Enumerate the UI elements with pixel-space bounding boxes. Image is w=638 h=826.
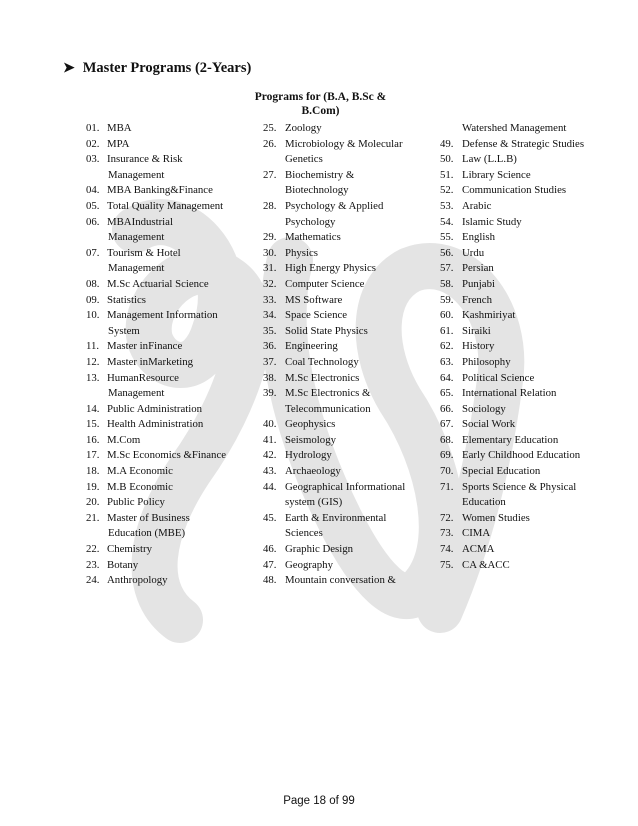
program-list-item xyxy=(440,417,620,433)
program-number: 28. xyxy=(263,199,277,212)
program-name: Defense & Strategic Studies xyxy=(462,137,585,150)
program-name: Physics xyxy=(285,246,318,259)
program-list-item xyxy=(440,480,620,496)
program-number: 64. xyxy=(440,371,454,384)
program-list-item xyxy=(263,417,438,433)
program-number: 51. xyxy=(440,168,454,181)
program-column-1 xyxy=(86,121,256,589)
program-name: Special Education xyxy=(462,465,541,478)
program-list-item xyxy=(440,371,620,387)
program-list-item xyxy=(86,121,256,137)
program-list-item xyxy=(263,215,438,231)
program-list-item xyxy=(86,495,256,511)
program-list-item xyxy=(440,324,620,340)
program-number: 41. xyxy=(263,433,277,446)
program-list-item xyxy=(440,215,620,231)
program-list-item xyxy=(263,542,438,558)
program-list-item xyxy=(86,386,256,402)
program-name: Management xyxy=(108,387,165,400)
program-list-item xyxy=(86,402,256,418)
program-number: 59. xyxy=(440,293,454,306)
program-number: 67. xyxy=(440,418,454,431)
program-name: system (GIS) xyxy=(285,496,343,509)
program-name: Biotechnology xyxy=(285,184,349,197)
program-number: 14. xyxy=(86,402,100,415)
program-name: Chemistry xyxy=(107,543,152,556)
program-number: 11. xyxy=(86,340,100,353)
program-list-item xyxy=(440,277,620,293)
program-number: 21. xyxy=(86,511,100,524)
program-list-item xyxy=(86,261,256,277)
program-number: 17. xyxy=(86,449,100,462)
program-name: M.A Economic xyxy=(107,465,173,478)
program-number: 54. xyxy=(440,215,454,228)
program-list-item xyxy=(263,277,438,293)
program-list-item xyxy=(86,230,256,246)
program-number: 05. xyxy=(86,199,100,212)
program-list-item xyxy=(440,464,620,480)
program-name: Psychology & Applied xyxy=(285,199,384,212)
page-number: Page 18 of 99 xyxy=(283,795,355,807)
program-list-item xyxy=(263,402,438,418)
program-name: High Energy Physics xyxy=(285,262,376,275)
program-number: 69. xyxy=(440,449,454,462)
program-number: 03. xyxy=(86,153,100,166)
program-list-item xyxy=(440,246,620,262)
program-list-item xyxy=(440,261,620,277)
program-number: 60. xyxy=(440,309,454,322)
program-number: 13. xyxy=(86,371,100,384)
program-list-item xyxy=(440,433,620,449)
program-number: 34. xyxy=(263,309,277,322)
program-name: Public Administration xyxy=(107,402,203,415)
program-name: Microbiology & Molecular xyxy=(285,137,403,150)
programs-subheading: Programs for (B.A, B.Sc & B.Com) xyxy=(254,91,387,117)
program-number: 18. xyxy=(86,465,100,478)
program-name: Kashmiriyat xyxy=(462,309,516,322)
program-list-item xyxy=(440,152,620,168)
program-name: M.B Economic xyxy=(107,480,173,493)
program-list-item xyxy=(440,402,620,418)
program-number: 68. xyxy=(440,433,454,446)
program-name: Telecommunication xyxy=(285,402,371,415)
program-name: Graphic Design xyxy=(285,543,354,556)
program-number: 45. xyxy=(263,511,277,524)
program-list-item xyxy=(263,183,438,199)
program-name: CA &ACC xyxy=(462,558,510,571)
program-number: 37. xyxy=(263,355,277,368)
program-name: Public Policy xyxy=(107,496,165,509)
program-list-item xyxy=(440,526,620,542)
program-number: 48. xyxy=(263,574,277,587)
program-list-item xyxy=(263,480,438,496)
program-number: 65. xyxy=(440,387,454,400)
program-list-item xyxy=(86,448,256,464)
program-number: 62. xyxy=(440,340,454,353)
program-name: Biochemistry & xyxy=(285,168,355,181)
program-list-item xyxy=(440,495,620,511)
program-list-item xyxy=(263,355,438,371)
program-list-item xyxy=(440,448,620,464)
program-name: Management Information xyxy=(107,309,218,322)
program-number: 44. xyxy=(263,480,277,493)
program-list-item xyxy=(263,464,438,480)
program-list-item xyxy=(86,371,256,387)
program-name: Library Science xyxy=(462,168,531,181)
program-name: Statistics xyxy=(107,293,146,306)
program-number: 53. xyxy=(440,199,454,212)
program-name: Genetics xyxy=(285,153,323,166)
program-number: 72. xyxy=(440,511,454,524)
program-number: 39. xyxy=(263,387,277,400)
program-list-item xyxy=(86,433,256,449)
program-name: Education (MBE) xyxy=(108,527,186,540)
program-number: 12. xyxy=(86,355,100,368)
program-list-item xyxy=(263,137,438,153)
program-number: 42. xyxy=(263,449,277,462)
program-number: 04. xyxy=(86,184,100,197)
program-list-item xyxy=(86,558,256,574)
program-number: 16. xyxy=(86,433,100,446)
program-name: Anthropology xyxy=(107,574,168,587)
program-number: 22. xyxy=(86,543,100,556)
program-list-item xyxy=(263,230,438,246)
program-list-item xyxy=(263,261,438,277)
program-list-item xyxy=(86,168,256,184)
program-name: Persian xyxy=(462,262,494,275)
program-name: Law (L.L.B) xyxy=(462,153,517,166)
program-name: M.Com xyxy=(107,433,141,446)
program-list-item xyxy=(86,526,256,542)
program-number: 52. xyxy=(440,184,454,197)
program-name: French xyxy=(462,293,492,306)
program-name: Computer Science xyxy=(285,277,365,290)
program-list-item xyxy=(440,511,620,527)
program-name: CIMA xyxy=(462,527,491,540)
program-number: 02. xyxy=(86,137,100,150)
program-name: Sports Science & Physical xyxy=(462,480,577,493)
program-number: 32. xyxy=(263,277,277,290)
program-number: 27. xyxy=(263,168,277,181)
program-list-item xyxy=(263,433,438,449)
program-column-3 xyxy=(440,121,620,573)
program-list-item xyxy=(440,121,620,137)
program-name: Political Science xyxy=(462,371,535,384)
program-name: Archaeology xyxy=(285,465,341,478)
program-number: 75. xyxy=(440,558,454,571)
program-list-item xyxy=(440,386,620,402)
program-name: Psychology xyxy=(285,215,336,228)
program-list-item xyxy=(263,199,438,215)
program-name: Watershed Management xyxy=(462,122,567,134)
program-name: Arabic xyxy=(462,199,492,212)
program-name: History xyxy=(462,340,495,353)
program-number: 01. xyxy=(86,122,100,134)
program-list-item xyxy=(440,558,620,574)
program-list-item xyxy=(86,542,256,558)
program-name: Communication Studies xyxy=(462,184,567,197)
program-name: Geography xyxy=(285,558,333,571)
program-number: 15. xyxy=(86,418,100,431)
program-list-item xyxy=(263,168,438,184)
program-name: MBAIndustrial xyxy=(107,215,173,228)
program-list-item xyxy=(263,246,438,262)
program-list-item xyxy=(86,277,256,293)
program-number: 20. xyxy=(86,496,100,509)
program-name: Management xyxy=(108,262,165,275)
program-name: ACMA xyxy=(462,543,495,556)
program-name: Siraiki xyxy=(462,324,491,337)
program-name: Seismology xyxy=(285,433,336,446)
program-number: 29. xyxy=(263,231,277,244)
program-name: Sociology xyxy=(462,402,506,415)
program-list-item xyxy=(263,308,438,324)
program-list-item xyxy=(263,293,438,309)
program-name: Coal Technology xyxy=(285,355,359,368)
section-heading-text: Master Programs (2-Years) xyxy=(82,60,252,76)
program-number: 23. xyxy=(86,558,100,571)
program-number: 24. xyxy=(86,574,100,587)
program-name: Mountain conversation & xyxy=(285,574,396,587)
program-number: 74. xyxy=(440,543,454,556)
program-name: Geophysics xyxy=(285,418,336,431)
program-name: Urdu xyxy=(462,246,485,259)
program-list-item xyxy=(263,152,438,168)
program-list-item xyxy=(263,324,438,340)
program-name: MPA xyxy=(107,137,130,150)
program-list-item xyxy=(440,137,620,153)
program-list-item xyxy=(86,199,256,215)
program-number: 08. xyxy=(86,277,100,290)
program-list-item xyxy=(86,417,256,433)
program-number: 40. xyxy=(263,418,277,431)
program-name: Hydrology xyxy=(285,449,332,462)
program-number: 56. xyxy=(440,246,454,259)
program-number: 35. xyxy=(263,324,277,337)
program-number: 36. xyxy=(263,340,277,353)
program-number: 57. xyxy=(440,262,454,275)
program-name: Total Quality Management xyxy=(107,199,224,212)
program-number: 47. xyxy=(263,558,277,571)
program-name: M.Sc Actuarial Science xyxy=(107,277,209,290)
program-list-item xyxy=(440,355,620,371)
program-list-item xyxy=(263,558,438,574)
program-list-item xyxy=(86,152,256,168)
program-list-item xyxy=(263,448,438,464)
program-list-item xyxy=(263,371,438,387)
program-number: 30. xyxy=(263,246,277,259)
program-list-item xyxy=(86,511,256,527)
program-name: Management xyxy=(108,168,165,181)
program-list-item xyxy=(440,293,620,309)
program-list-item xyxy=(86,339,256,355)
program-number: 70. xyxy=(440,465,454,478)
program-name: Geographical Informational xyxy=(285,480,406,493)
program-name: MBA Banking&Finance xyxy=(107,184,213,197)
program-name: Social Work xyxy=(462,418,516,431)
program-number: 06. xyxy=(86,215,100,228)
program-list-item xyxy=(86,246,256,262)
program-column-2 xyxy=(263,121,438,589)
program-name: Earth & Environmental xyxy=(285,511,387,524)
program-list-item xyxy=(86,355,256,371)
program-list-item xyxy=(86,183,256,199)
program-list-item xyxy=(440,199,620,215)
program-name: International Relation xyxy=(462,387,557,400)
program-name: Sciences xyxy=(285,527,323,540)
program-name: System xyxy=(108,324,140,337)
program-list-item xyxy=(86,293,256,309)
program-number: 10. xyxy=(86,309,100,322)
program-name: Zoology xyxy=(285,122,322,134)
program-name: Insurance & Risk xyxy=(107,153,183,166)
program-number: 49. xyxy=(440,137,454,150)
program-number: 26. xyxy=(263,137,277,150)
program-name: Master of Business xyxy=(107,511,190,524)
program-name: MBA xyxy=(107,122,132,134)
program-list-item xyxy=(263,511,438,527)
program-number: 58. xyxy=(440,277,454,290)
program-list-item xyxy=(440,168,620,184)
program-list-item xyxy=(263,495,438,511)
program-number: 61. xyxy=(440,324,454,337)
program-name: HumanResource xyxy=(107,371,179,384)
program-number: 46. xyxy=(263,543,277,556)
program-list-item xyxy=(440,183,620,199)
program-name: Punjabi xyxy=(462,277,495,290)
program-name: Master inFinance xyxy=(107,340,183,353)
program-list-item xyxy=(440,542,620,558)
program-name: M.Sc Electronics xyxy=(285,371,360,384)
section-heading xyxy=(63,60,251,77)
program-name: M.Sc Economics &Finance xyxy=(107,449,227,462)
program-number: 25. xyxy=(263,122,277,134)
program-number: 07. xyxy=(86,246,100,259)
program-number: 33. xyxy=(263,293,277,306)
program-name: Master inMarketing xyxy=(107,355,194,368)
program-name: Engineering xyxy=(285,340,338,353)
program-number: 31. xyxy=(263,262,277,275)
program-list-item xyxy=(440,230,620,246)
program-list-item xyxy=(263,339,438,355)
program-number: 73. xyxy=(440,527,454,540)
program-name: Mathematics xyxy=(285,231,341,244)
program-list-item xyxy=(440,308,620,324)
program-name: Education xyxy=(462,496,506,509)
program-number: 38. xyxy=(263,371,277,384)
program-list-item xyxy=(263,386,438,402)
program-name: Early Childhood Education xyxy=(462,449,581,462)
program-number: 63. xyxy=(440,355,454,368)
program-name: Tourism & Hotel xyxy=(107,246,181,259)
program-name: MS Software xyxy=(285,293,343,306)
program-number: 71. xyxy=(440,480,454,493)
program-number: 43. xyxy=(263,465,277,478)
program-list-item xyxy=(86,308,256,324)
program-name: Management xyxy=(108,231,165,244)
program-list-item xyxy=(263,526,438,542)
program-name: English xyxy=(462,231,495,244)
program-name: Philosophy xyxy=(462,355,511,368)
program-list-item xyxy=(86,480,256,496)
program-name: Women Studies xyxy=(462,511,530,524)
program-list-item xyxy=(86,464,256,480)
arrow-bullet-icon: ➤ xyxy=(63,61,75,76)
program-list-item xyxy=(86,324,256,340)
program-list-item xyxy=(86,137,256,153)
program-name: Botany xyxy=(107,558,139,571)
program-name: Health Administration xyxy=(107,418,204,431)
program-number: 66. xyxy=(440,402,454,415)
program-list-item xyxy=(263,121,438,137)
program-list-item xyxy=(263,573,438,589)
program-list-item xyxy=(86,215,256,231)
program-number: 50. xyxy=(440,153,454,166)
program-name: Space Science xyxy=(285,309,348,322)
program-name: Elementary Education xyxy=(462,433,559,446)
program-number: 55. xyxy=(440,231,454,244)
program-name: Islamic Study xyxy=(462,215,522,228)
program-number: 09. xyxy=(86,293,100,306)
program-list-item xyxy=(86,573,256,589)
program-list-item xyxy=(440,339,620,355)
program-name: Solid State Physics xyxy=(285,324,368,337)
program-number: 19. xyxy=(86,480,100,493)
program-name: M.Sc Electronics & xyxy=(285,387,371,400)
